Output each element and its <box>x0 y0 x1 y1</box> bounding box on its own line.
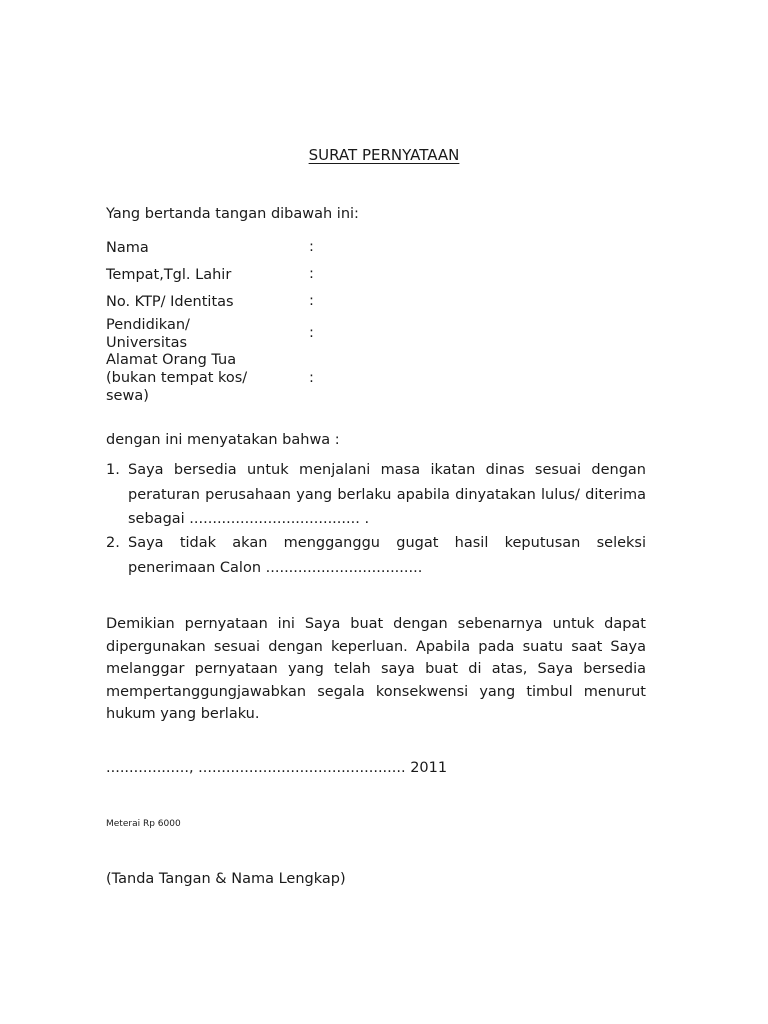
statement-intro: dengan ini menyatakan bahwa : <box>106 432 340 448</box>
field-colon-alamat-orang-tua: : <box>309 370 314 386</box>
list-item <box>106 531 646 580</box>
list-item-number: 1. <box>106 462 120 478</box>
list-item <box>106 458 646 532</box>
field-label-ktp: No. KTP/ Identitas <box>106 294 234 310</box>
field-label-alamat-orang-tua: Alamat Orang Tua (bukan tempat kos/ sewa) <box>106 352 248 404</box>
field-label-pendidikan: Pendidikan/ Universitas <box>106 317 190 351</box>
intro-text: Yang bertanda tangan dibawah ini: <box>106 206 359 222</box>
field-colon-ktp: : <box>309 293 314 309</box>
closing-paragraph: Demikian pernyataan ini Saya buat dengan sebenarnya untuk dapat dipergunakan sesuai dengan keperluan. Apabila pada suatu saat Saya melanggar pernyataan yang telah saya buat di atas, Saya bersedia mempertanggungjawabkan segala konsekwensi yang timbul menurut hukum yang berlaku. <box>106 616 646 722</box>
field-label-nama: Nama <box>106 240 149 256</box>
field-colon-pendidikan: : <box>309 325 314 341</box>
document-title: SURAT PERNYATAAN <box>308 146 460 164</box>
list-item-text: Saya tidak akan mengganggu gugat hasil keputusan seleksi penerimaan Calon .................................. <box>128 535 646 576</box>
signature-line: (Tanda Tangan & Nama Lengkap) <box>106 871 346 887</box>
field-colon-nama: : <box>309 239 314 255</box>
list-item-text: Saya bersedia untuk menjalani masa ikatan dinas sesuai dengan peraturan perusahaan yang berlaku apabila dinyatakan lulus/ diterima sebagai ..................................... . <box>128 462 646 527</box>
stamp-duty-note: Meterai Rp 6000 <box>106 819 181 829</box>
list-item-number: 2. <box>106 535 120 551</box>
field-colon-tempat-tgl-lahir: : <box>309 266 314 282</box>
field-label-tempat-tgl-lahir: Tempat,Tgl. Lahir <box>106 267 232 283</box>
place-date-line: .................., ............................................. 2011 <box>106 760 448 776</box>
